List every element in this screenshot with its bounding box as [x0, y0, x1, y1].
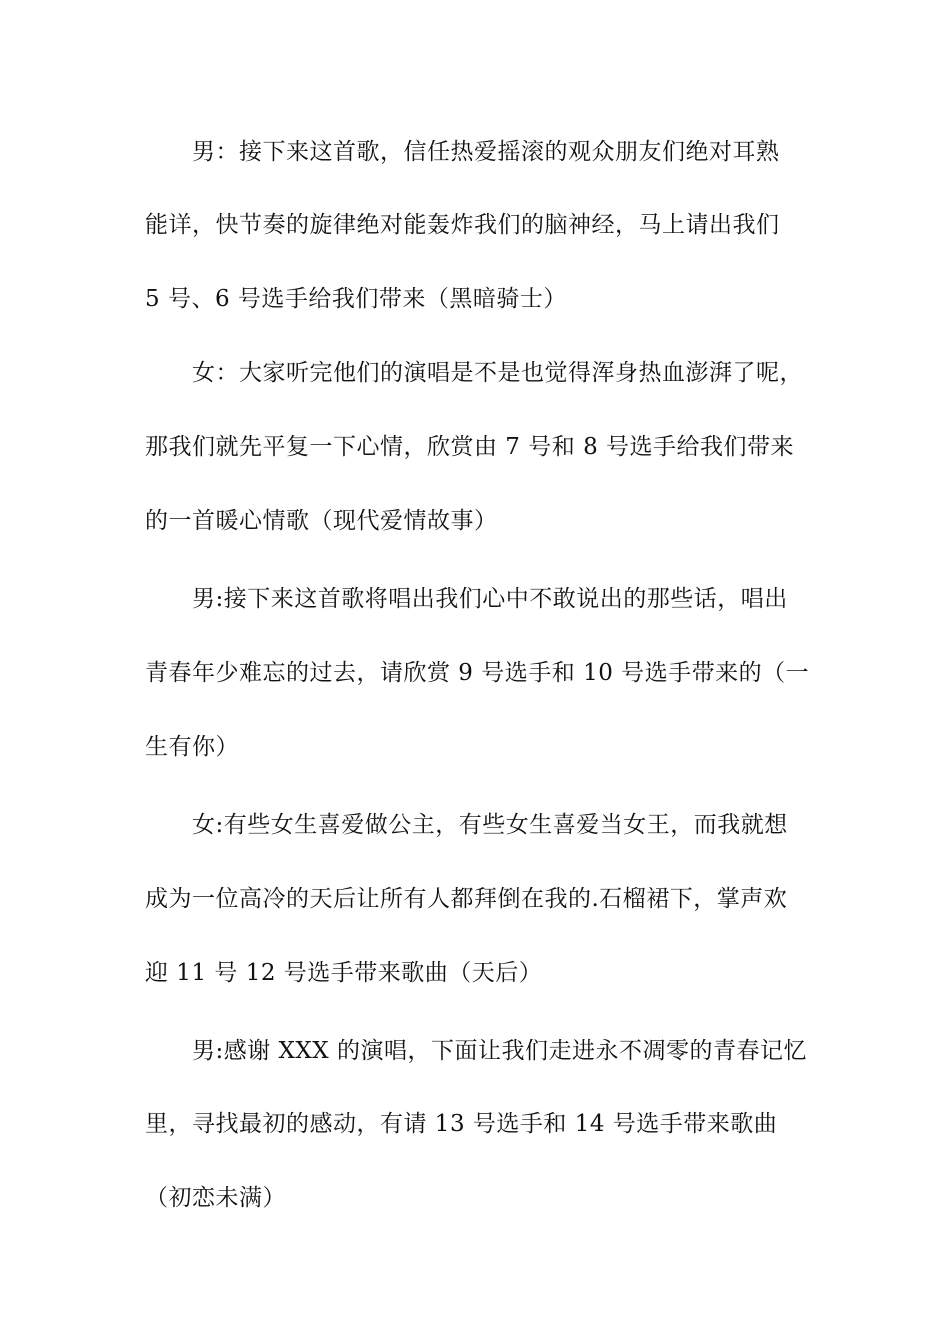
paragraph-5-line-3: （初恋未满） — [145, 1185, 286, 1211]
paragraph-4-line-3: 迎 11 号 12 号选手带来歌曲（天后） — [145, 960, 543, 986]
paragraph-2-line-2: 那我们就先平复一下心情，欣赏由 7 号和 8 号选手给我们带来 — [145, 434, 795, 460]
paragraph-3-line-1: 男:接下来这首歌将唱出我们心中不敢说出的那些话，唱出 — [192, 586, 788, 612]
paragraph-3-line-2: 青春年少难忘的过去，请欣赏 9 号选手和 10 号选手带来的（一 — [145, 660, 810, 686]
paragraph-2-line-3: 的一首暖心情歌（现代爱情故事） — [145, 508, 498, 534]
paragraph-5-line-1: 男:感谢 XXX 的演唱，下面让我们走进永不凋零的青春记忆 — [192, 1038, 807, 1064]
paragraph-5-line-2: 里，寻找最初的感动，有请 13 号选手和 14 号选手带来歌曲 — [145, 1111, 778, 1137]
paragraph-1-line-1: 男：接下来这首歌，信任热爱摇滚的观众朋友们绝对耳熟 — [192, 139, 780, 165]
paragraph-1-line-3: 5 号、6 号选手给我们带来（黑暗骑士） — [145, 286, 567, 312]
paragraph-1-line-2: 能详，快节奏的旋律绝对能轰炸我们的脑神经，马上请出我们 — [145, 212, 780, 238]
paragraph-4-line-2: 成为一位高冷的天后让所有人都拜倒在我的.石榴裙下，掌声欢 — [145, 886, 788, 912]
paragraph-3-line-3: 生有你） — [145, 734, 239, 760]
paragraph-4-line-1: 女:有些女生喜爱做公主，有些女生喜爱当女王，而我就想 — [192, 812, 788, 838]
paragraph-2-line-1: 女：大家听完他们的演唱是不是也觉得浑身热血澎湃了呢， — [192, 360, 803, 386]
